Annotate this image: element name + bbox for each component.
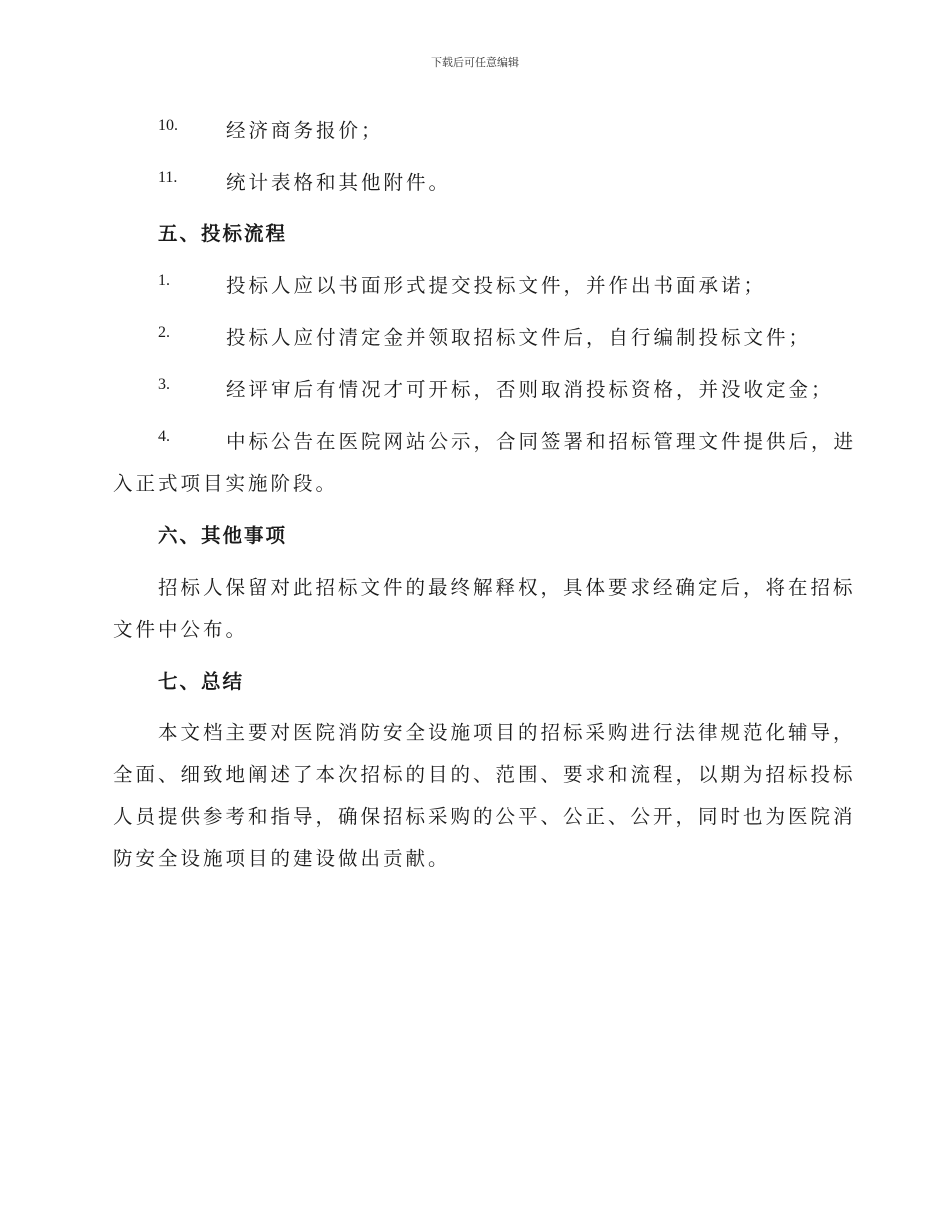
section-heading-6: 六、其他事项 [158, 524, 288, 547]
list-text-continuation: 入正式项目实施阶段。 [113, 472, 339, 495]
section-heading-7: 七、总结 [158, 670, 245, 693]
list-number: 3. [158, 376, 170, 393]
list-text: 投标人应付清定金并领取招标文件后，自行编制投标文件； [226, 326, 812, 349]
page-header: 下载后可任意编辑 [431, 56, 519, 69]
paragraph-line: 全面、细致地阐述了本次招标的目的、范围、要求和流程，以期为招标投标 [113, 763, 856, 786]
list-number: 1. [158, 272, 170, 289]
list-text: 经济商务报价； [226, 119, 384, 142]
list-text: 统计表格和其他附件。 [226, 171, 452, 194]
paragraph-line: 招标人保留对此招标文件的最终解释权，具体要求经确定后，将在招标 [158, 576, 856, 599]
paragraph-line: 本文档主要对医院消防安全设施项目的招标采购进行法律规范化辅导， [158, 721, 856, 744]
list-number: 11. [158, 169, 178, 186]
list-text: 中标公告在医院网站公示，合同签署和招标管理文件提供后，进 [226, 430, 857, 453]
list-number: 2. [158, 324, 170, 341]
list-text: 投标人应以书面形式提交投标文件，并作出书面承诺； [226, 274, 767, 297]
paragraph-line: 文件中公布。 [113, 618, 249, 641]
list-number: 10. [158, 117, 178, 134]
list-text: 经评审后有情况才可开标，否则取消投标资格，并没收定金； [226, 378, 834, 401]
section-heading-5: 五、投标流程 [158, 222, 288, 245]
list-number: 4. [158, 428, 170, 445]
paragraph-line: 人员提供参考和指导，确保招标采购的公平、公正、公开，同时也为医院消 [113, 805, 856, 828]
paragraph-line: 防安全设施项目的建设做出贡献。 [113, 847, 451, 870]
